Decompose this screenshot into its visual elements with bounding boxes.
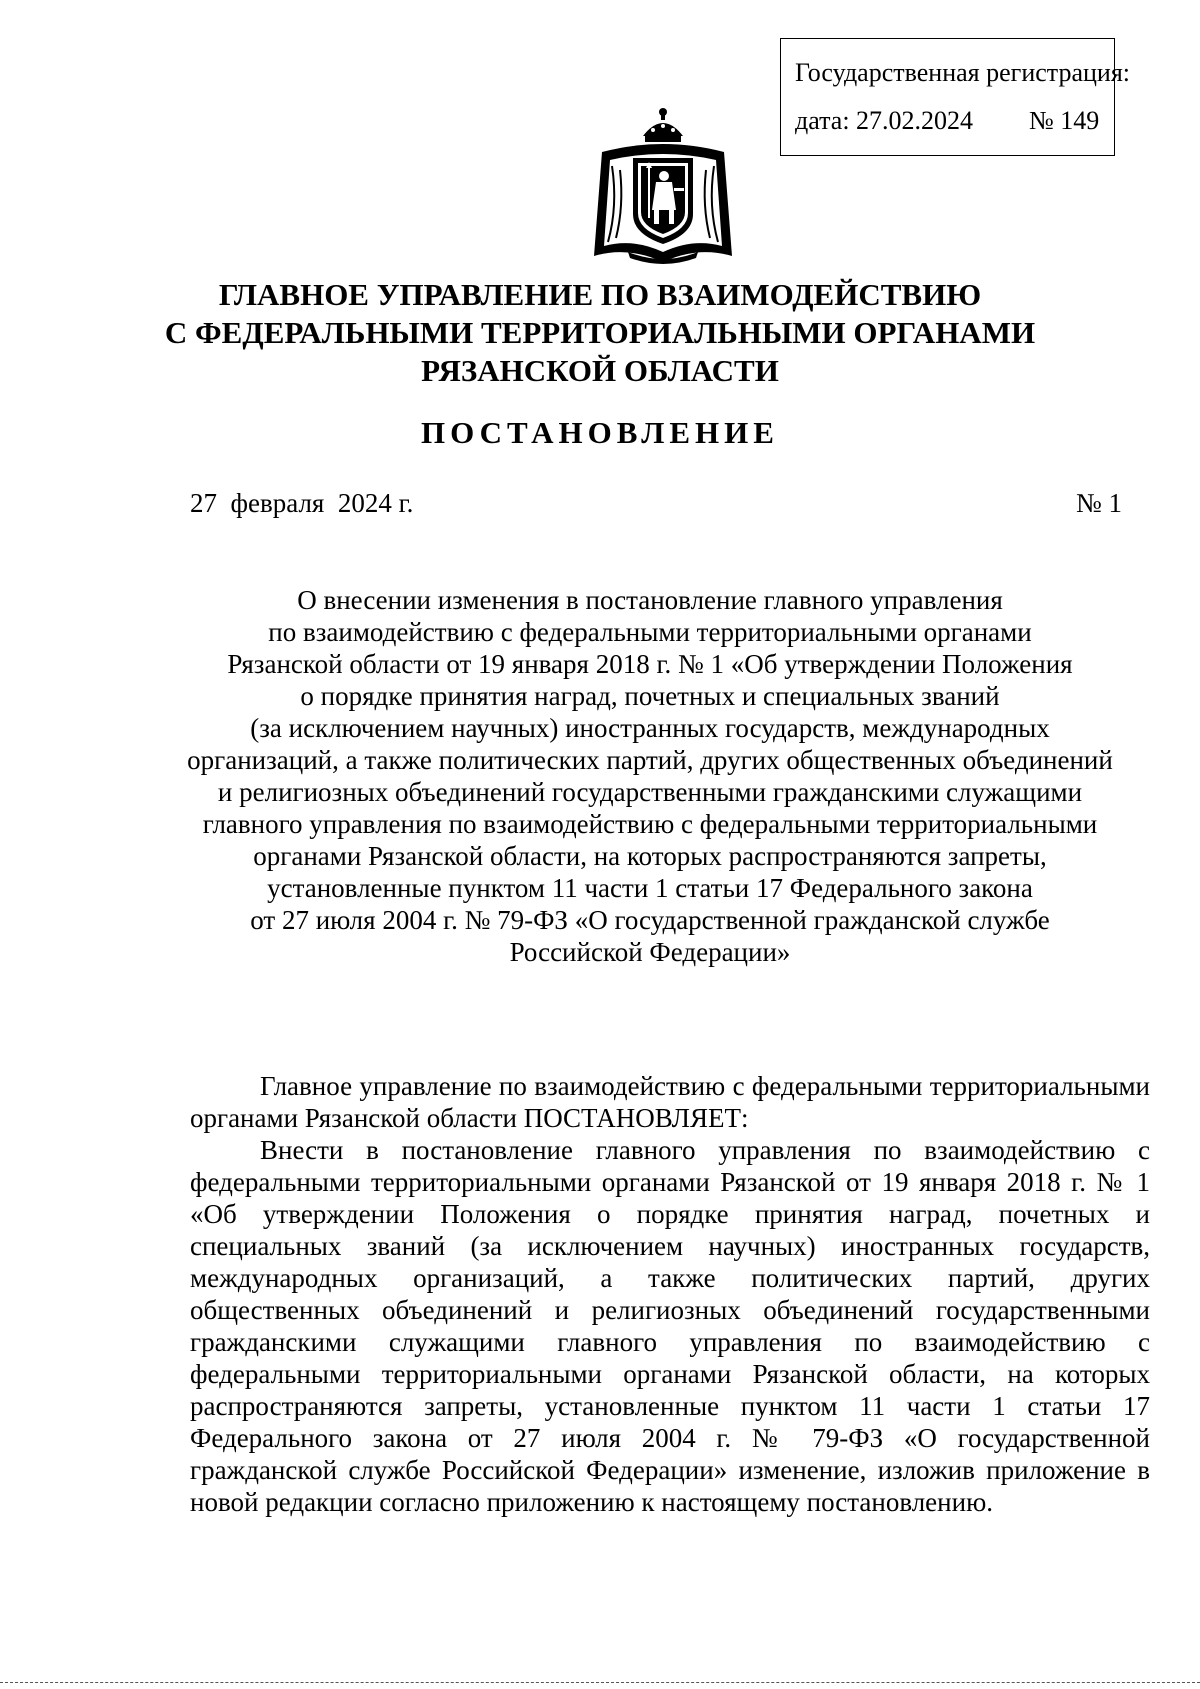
subject-line: главного управления по взаимодействию с федеральными территориальными	[202, 809, 1098, 839]
document-body	[190, 1070, 1150, 1518]
organization-title-line-1: ГЛАВНОЕ УПРАВЛЕНИЕ ПО ВЗАИМОДЕЙСТВИЮ	[218, 277, 982, 312]
body-paragraph-decree: Главное управление по взаимодействию с федеральными территориальными органами Рязанской области ПОСТАНОВЛЯЕТ:	[190, 1071, 1150, 1133]
document-number: № 1	[1075, 488, 1122, 518]
subject-line: установленные пунктом 11 части 1 статьи 17 Федерального закона	[267, 873, 1033, 903]
body-paragraph-amendment: Внести в постановление главного управления по взаимодействию с федеральными территориальными органами Рязанской от 19 января 2018 г. № 1 «Об утверждении Положения о порядке принятия наград, почетных и специальных званий (за исключением научных) иностранных государств, международных организаций, а также политических партий, других общественных объединений и религиозных объединений государственными гражданскими служащими главного управления по взаимодействию с федеральными территориальными органами Рязанской области, на которых распространяются запреты, установленные пунктом 11 части 1 статьи 17 Федерального закона от 27 июля 2004 г. № 79-ФЗ «О государственной гражданской службе Российской Федерации» изменение, изложив приложение в новой редакции согласно приложению к настоящему постановлению.	[190, 1135, 1150, 1517]
registration-stamp	[780, 38, 1131, 156]
registration-title: Государственная регистрация:	[795, 58, 1131, 87]
coat-of-arms-icon	[588, 106, 738, 266]
subject-line: Рязанской области от 19 января 2018 г. № 1 «Об утверждении Положения	[227, 649, 1073, 679]
registration-date: дата: 27.02.2024	[795, 106, 974, 135]
subject-line: О внесении изменения в постановление главного управления	[297, 585, 1003, 615]
document-subject	[150, 584, 1150, 968]
organization-title-line-3: РЯЗАНСКОЙ ОБЛАСТИ	[421, 353, 779, 388]
subject-line: органами Рязанской области, на которых распространяются запреты,	[253, 841, 1047, 871]
page-edge-divider	[0, 1682, 1200, 1683]
document-type: ПОСТАНОВЛЕНИЕ	[421, 415, 779, 450]
subject-line: Российской Федерации»	[509, 937, 791, 967]
subject-line: (за исключением научных) иностранных государств, международных	[250, 713, 1050, 743]
document-date: 27 февраля 2024 г.	[190, 488, 414, 518]
registration-number: № 149	[1029, 106, 1100, 135]
subject-line: организаций, а также политических партий, других общественных объединений	[187, 745, 1113, 775]
subject-line: и религиозных объединений государственными гражданскими служащими	[217, 777, 1083, 807]
organization-title	[0, 276, 1200, 390]
organization-title-line-2: С ФЕДЕРАЛЬНЫМИ ТЕРРИТОРИАЛЬНЫМИ ОРГАНАМИ	[164, 315, 1036, 350]
subject-line: от 27 июля 2004 г. № 79-ФЗ «О государственной гражданской службе	[250, 905, 1050, 935]
subject-line: по взаимодействию с федеральными территориальными органами	[268, 617, 1032, 647]
subject-line: о порядке принятия наград, почетных и специальных званий	[300, 681, 1000, 711]
